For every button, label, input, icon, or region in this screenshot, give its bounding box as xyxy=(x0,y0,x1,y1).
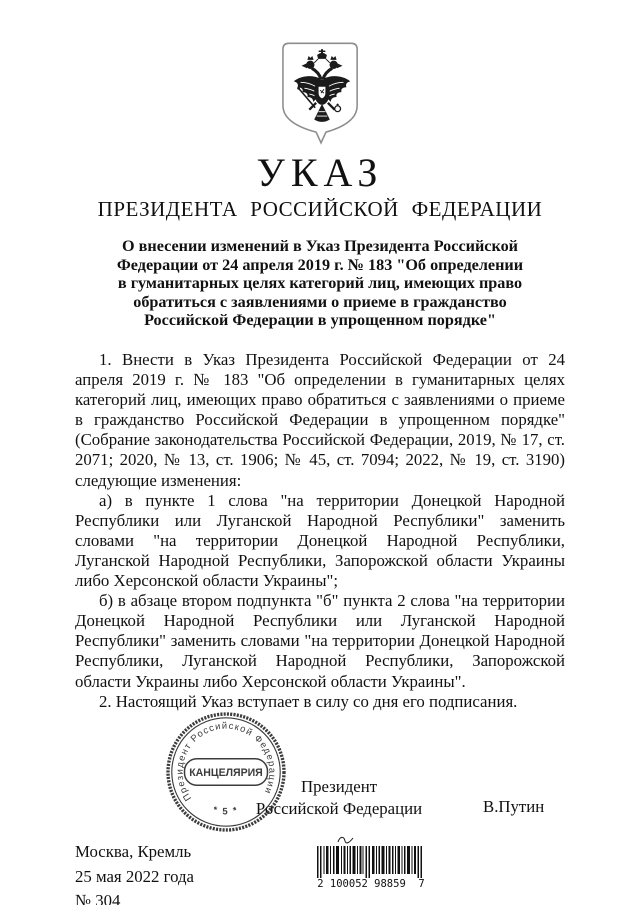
signature-title-line-1: Президент xyxy=(300,777,378,796)
barcode-digits: 2 100052 98859 7 xyxy=(317,878,425,890)
chancellery-stamp xyxy=(160,706,292,838)
signature-title-line-2: Российской Федерации xyxy=(255,798,423,818)
body-paragraph-b: б) в абзаце втором подпункта "б" пункта 2 слова "на территории Донецкой Народной Республики или Луганской Народной Республики" заменить словами "на территории Донецкой Народной Республики, Луганской Народной Республики, Запорожской области Украины либо Херсонской области Украины". xyxy=(75,591,565,691)
stamp-center-text: КАНЦЕЛЯРИЯ xyxy=(189,767,263,780)
title-line-5: Российской Федерации в упрощенном порядке" xyxy=(144,311,496,330)
signature-name: В.Путин xyxy=(483,797,545,816)
title-line-3: в гуманитарных целях категорий лиц, имеющих право xyxy=(117,274,523,293)
issuer-heading: ПРЕЗИДЕНТА РОССИЙСКОЙ ФЕДЕРАЦИИ xyxy=(97,197,543,221)
barcode xyxy=(314,834,428,896)
stamp-ring-text: Президент Российской Федерации xyxy=(173,719,279,804)
body-paragraph-1: 1. Внести в Указ Президента Российской Федерации от 24 апреля 2019 г. № 183 "Об определении в гуманитарных целях категорий лиц, имеющих право обратиться с заявлениями о приеме в гражданство Российской Федерации в упрощенном порядке" (Собрание законодательства Российской Федерации, 2019, № 17, ст. 2071; 2020, № 13, ст. 1906; № 45, ст. 7094; 2022, № 19, ст. 3190) следующие изменения: xyxy=(75,350,565,490)
footer-block xyxy=(75,840,194,905)
coat-of-arms-russia xyxy=(281,40,363,154)
footer-number: № 304 xyxy=(75,891,121,905)
stamp-bottom-text: * 5 * xyxy=(212,803,240,817)
title-line-1: О внесении изменений в Указ Президента Российской xyxy=(121,237,519,255)
footer-date: 25 мая 2022 года xyxy=(75,866,194,886)
title-line-2: Федерации от 24 апреля 2019 г. № 183 "Об определении xyxy=(116,255,524,274)
doc-type-heading: УКАЗ xyxy=(256,150,384,195)
double-headed-eagle-icon xyxy=(281,40,363,154)
barcode-bars xyxy=(314,834,428,878)
pen-mark xyxy=(338,837,353,843)
body-paragraph-2: 2. Настоящий Указ вступает в силу со дня его подписания. xyxy=(99,691,518,711)
decree-body xyxy=(75,350,565,712)
footer-place: Москва, Кремль xyxy=(75,842,192,861)
decree-title xyxy=(60,237,580,330)
title-line-4: обратиться с заявлениями о приеме в гражданство xyxy=(133,292,507,311)
body-paragraph-a: а) в пункте 1 слова "на территории Донецкой Народной Республики или Луганской Народной Республики" заменить словами "на территории Донецкой Народной Республики, Луганской Народной Республики, Запорожской области Украины либо Херсонской области Украины"; xyxy=(75,490,565,591)
